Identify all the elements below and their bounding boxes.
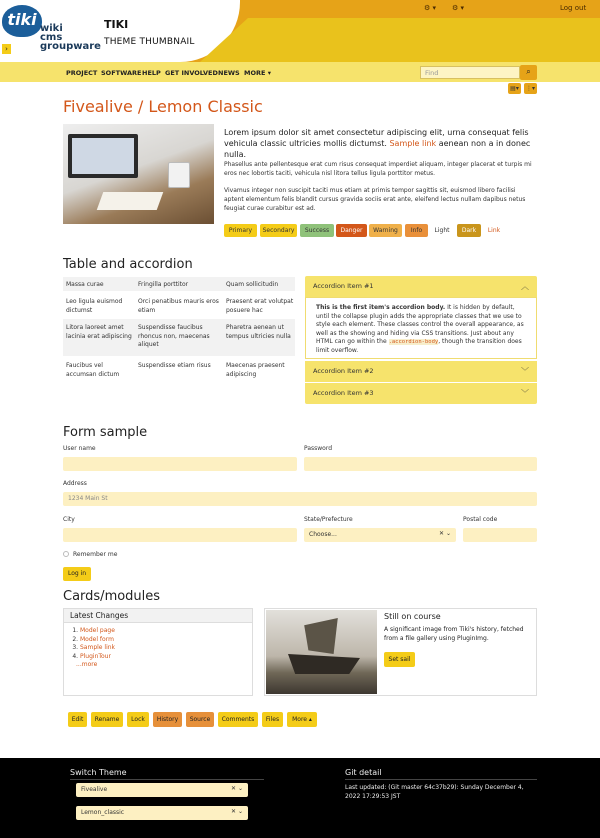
- clear-chevron-icon: ✕ ⌄: [439, 530, 451, 537]
- latest-link[interactable]: Model page: [80, 627, 115, 634]
- latest-changes-card: [63, 608, 253, 696]
- table-cell: Litora laoreet amet lacinia erat adipiscing: [66, 324, 132, 340]
- site-title: TIKI: [104, 18, 129, 31]
- btn-warning[interactable]: Warning: [369, 224, 402, 237]
- nav-get-involved[interactable]: GET INVOLVED: [165, 69, 218, 77]
- list-item: [80, 636, 115, 645]
- logout-link[interactable]: Log out: [560, 4, 587, 12]
- accordion-title: Accordion Item #1: [313, 282, 374, 290]
- nav-more[interactable]: MORE ▾: [244, 69, 271, 77]
- history-button[interactable]: History: [153, 712, 182, 727]
- card-text: A significant image from Tiki's history, fetched from a file gallery using PluginImg.: [384, 626, 524, 642]
- files-button[interactable]: Files: [262, 712, 283, 727]
- source-button[interactable]: Source: [186, 712, 214, 727]
- lead-part-2: aenean non a in donec nulla.: [224, 139, 531, 159]
- sidebar-toggle-icon[interactable]: ›: [2, 44, 11, 54]
- sample-link[interactable]: Sample link: [389, 139, 437, 148]
- btn-info[interactable]: Info: [405, 224, 428, 237]
- set-sail-button[interactable]: Set sail: [384, 652, 415, 667]
- header-band: [200, 18, 600, 62]
- table-cell: Suspendisse faucibus rhoncus non, maecenas aliquet: [138, 324, 210, 348]
- toolbar-settings-icon[interactable]: ⋮▾: [525, 85, 535, 92]
- git-title: Git detail: [345, 768, 382, 777]
- list-item: [80, 653, 115, 662]
- latest-link[interactable]: Sample link: [80, 644, 116, 651]
- rename-button[interactable]: Rename: [91, 712, 123, 727]
- theme-select[interactable]: [76, 783, 248, 797]
- latest-changes-list: [80, 627, 115, 661]
- password-label: Password: [304, 445, 333, 452]
- city-field[interactable]: [63, 528, 297, 542]
- form-heading: Form sample: [63, 425, 148, 440]
- option-value: Lemon_classic: [81, 809, 125, 816]
- accordion-item-1[interactable]: [305, 276, 537, 297]
- lead-part-1: Lorem ipsum dolor sit amet consectetur adipiscing elit, urna consequat felis vehicula classic ultricies mollis dictumst.: [224, 128, 529, 148]
- username-field[interactable]: [63, 457, 297, 471]
- paragraph-1: Phasellus ante pellentesque erat cum risus consequat imperdiet aliquam, integer placerat et turpis mi eros nec lobortis taciti, vehicula nisl litora tellus ligula porttitor metus.: [224, 161, 532, 177]
- search-input[interactable]: Find: [420, 66, 520, 79]
- btn-link[interactable]: Link: [487, 227, 501, 234]
- btn-primary[interactable]: Primary: [224, 224, 257, 237]
- cards-heading: Cards/modules: [63, 589, 161, 604]
- laptop-image: [68, 134, 138, 178]
- clear-chevron-icon: ✕ ⌄: [231, 785, 243, 792]
- btn-dark[interactable]: Dark: [457, 224, 481, 237]
- latest-changes-title: Latest Changes: [64, 609, 252, 623]
- search-icon[interactable]: ⌕: [520, 65, 537, 80]
- clear-chevron-icon: ✕ ⌄: [231, 808, 243, 815]
- address-label: Address: [63, 480, 87, 487]
- username-label: User name: [63, 445, 96, 452]
- page-title: Fivealive / Lemon Classic: [63, 97, 263, 116]
- address-field[interactable]: 1234 Main St: [63, 492, 537, 506]
- accordion-title: Accordion Item #2: [313, 367, 374, 375]
- city-label: City: [63, 516, 75, 523]
- btn-success[interactable]: Success: [300, 224, 334, 237]
- table-cell: Fringilla porttitor: [138, 281, 189, 288]
- more-button[interactable]: More ▴: [287, 712, 317, 727]
- remember-label: Remember me: [73, 551, 118, 558]
- accordion-body-bold: This is the first item's accordion body.: [316, 304, 446, 311]
- comments-button[interactable]: Comments: [218, 712, 258, 727]
- state-select[interactable]: [304, 528, 456, 542]
- table-heading: Table and accordion: [63, 257, 193, 272]
- login-button[interactable]: Log in: [63, 567, 91, 581]
- nav-news[interactable]: NEWS: [218, 69, 240, 77]
- logo-word-wiki: wiki: [40, 23, 63, 34]
- password-field[interactable]: [304, 457, 537, 471]
- btn-danger[interactable]: Danger: [336, 224, 367, 237]
- latest-link[interactable]: PluginTour: [80, 652, 111, 660]
- table-cell: Leo ligula euismod dictumst: [66, 298, 123, 314]
- footer-divider: [70, 779, 264, 780]
- table-cell: Quam sollicitudin: [226, 281, 279, 288]
- book-image: [97, 192, 164, 210]
- remember-checkbox[interactable]: [63, 551, 69, 557]
- logo-word-groupware: groupware: [40, 41, 101, 52]
- list-item: [80, 627, 115, 636]
- accordion-body-end: , though the transition does limit overflow.: [316, 338, 522, 354]
- mug-image: [168, 162, 190, 188]
- table-cell: Praesent erat volutpat posuere hac: [226, 298, 294, 314]
- switch-theme-title: Switch Theme: [70, 768, 127, 777]
- btn-secondary[interactable]: Secondary: [260, 224, 297, 237]
- state-label: State/Prefecture: [304, 516, 353, 523]
- logo-word-cms: cms: [40, 32, 63, 43]
- edit-button[interactable]: Edit: [68, 712, 87, 727]
- postal-field[interactable]: [463, 528, 537, 542]
- toolbar-menu-icon[interactable]: ▤▾: [508, 83, 521, 94]
- chevron-up-icon: ︿: [521, 282, 529, 291]
- paragraph-2: Vivamus integer non suscipit taciti mus etiam at primis tempor sagittis sit, euismod libero facilisi aptent elementum felis blandit cursus gravida sociis erat ante, eleifend lectus nullam dapibus netus feugiat curae curabitur est ad.: [224, 187, 526, 212]
- table-cell: Pharetra aenean ut tempus ultricies nulla: [226, 324, 291, 340]
- postal-label: Postal code: [463, 516, 498, 523]
- footer-divider: [345, 779, 537, 780]
- table-cell: Suspendisse etiam risus: [138, 362, 211, 369]
- theme-option-select[interactable]: [76, 806, 248, 820]
- table-cell: Orci penatibus mauris eros etiam: [138, 298, 219, 314]
- git-detail-text: Last updated: (Git master 64c37b29): Sunday December 4, 2022 17:29:53 JST: [345, 784, 524, 800]
- table-cell: Massa curae: [66, 281, 104, 288]
- accordion-title: Accordion Item #3: [313, 389, 374, 397]
- theme-value: Fivealive: [81, 786, 108, 793]
- latest-link[interactable]: Model form: [80, 635, 114, 643]
- btn-light[interactable]: Light: [431, 224, 453, 237]
- more-link[interactable]: ...more: [76, 661, 98, 668]
- tiki-logo-sub: [40, 24, 101, 51]
- accordion-body: [305, 297, 537, 359]
- card-title: Still on course: [384, 612, 441, 621]
- lead-text: [224, 127, 536, 160]
- nav-help[interactable]: HELP: [142, 69, 161, 77]
- site-subtitle: THEME THUMBNAIL: [104, 37, 195, 47]
- state-value: Choose...: [309, 531, 337, 538]
- tiki-logo[interactable]: tiki: [2, 5, 42, 37]
- admin-gears-icon[interactable]: ⚙ ▾: [452, 4, 465, 12]
- chevron-down-icon: ﹀: [521, 367, 529, 376]
- accordion-body-code: .accordion-body: [388, 339, 439, 346]
- table-cell: Maecenas praesent adipiscing: [226, 362, 285, 378]
- nav-project[interactable]: PROJECT: [66, 69, 98, 77]
- settings-icon[interactable]: ⚙ ▾: [424, 4, 437, 12]
- lock-button[interactable]: Lock: [127, 712, 149, 727]
- list-item: [80, 644, 115, 653]
- accordion-item-3[interactable]: [305, 383, 537, 404]
- accordion-item-2[interactable]: [305, 361, 537, 382]
- chevron-down-icon: ﹀: [521, 389, 529, 398]
- nav-software[interactable]: SOFTWARE: [101, 69, 142, 77]
- accordion-body-text: It is hidden by default, until the collapse plugin adds the appropriate classes that we use to style each element. These classes control the overall appearance, as well as the showing and hiding via CSS transitions. Just about any HTML can go within the: [316, 304, 524, 346]
- table-cell: Faucibus vel accumsan dictum: [66, 362, 120, 378]
